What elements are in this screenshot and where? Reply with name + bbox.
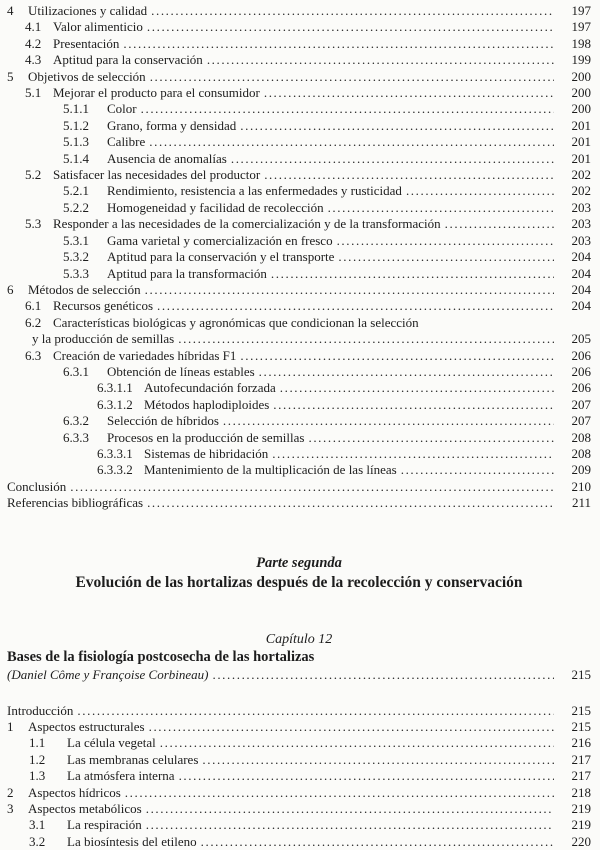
toc-entry-page: 207 <box>571 396 591 412</box>
toc-entry-title: Sistemas de hibridación <box>144 445 269 461</box>
toc-entry <box>7 52 591 68</box>
chapter-kicker: Capítulo 12 <box>265 631 333 647</box>
toc-entry-title: Objetivos de selección <box>28 68 146 84</box>
toc-entry-title: Color <box>107 101 137 117</box>
toc-entry <box>7 183 591 199</box>
toc-entry-title: Aptitud para la conservación <box>53 52 203 68</box>
toc-entry-number: 3 <box>7 801 14 817</box>
toc-entry <box>7 216 591 232</box>
toc-entry-title: Mejorar el producto para el consumidor <box>53 85 260 101</box>
toc-entry-page: 206 <box>571 363 591 379</box>
chapter-title: Bases de la fisiología postcosecha de las hortalizas <box>7 648 315 665</box>
toc-entry-page: 202 <box>571 167 591 183</box>
part-kicker: Parte segunda <box>256 554 342 571</box>
toc-entry-page: 201 <box>571 150 591 166</box>
toc-entry-page: 204 <box>571 249 591 265</box>
toc-entry-number: 5.3.2 <box>63 249 89 265</box>
dot-leader <box>264 167 554 183</box>
toc-entry-title: Aspectos estructurales <box>28 719 145 734</box>
toc-entry-title: La célula vegetal <box>67 735 156 751</box>
toc-entry <box>7 298 591 314</box>
dot-leader <box>338 249 554 265</box>
toc-entry-title: Ausencia de anomalías <box>107 150 227 166</box>
toc-entry-page: 217 <box>571 768 591 784</box>
part-title: Evolución de las hortalizas después de la recolección y conservación <box>75 573 523 591</box>
dot-leader <box>259 364 554 380</box>
toc-entry-number: 6.2 <box>25 314 42 330</box>
dot-leader <box>445 216 554 232</box>
toc-entry-title: La respiración <box>67 817 142 833</box>
dot-leader <box>231 151 554 167</box>
toc-entry-page: 203 <box>571 232 591 248</box>
toc-entry-title: Responder a las necesidades de la comercialización y de la transformación <box>53 216 441 232</box>
dot-leader <box>207 52 554 68</box>
dot-leader <box>149 719 554 735</box>
toc-entry-number: 6.1 <box>25 298 42 314</box>
toc-entry <box>7 462 591 478</box>
toc-entry-title: Rendimiento, resistencia a las enfermedades y rusticidad <box>107 183 402 199</box>
toc-entry-page: 211 <box>571 495 591 511</box>
dot-leader <box>401 462 554 478</box>
toc-entry-title: Calibre <box>107 134 146 150</box>
toc-entry <box>7 3 591 19</box>
toc-entry <box>7 69 591 85</box>
toc-entry-title: Recursos genéticos <box>53 298 154 314</box>
toc-entry <box>7 479 591 495</box>
dot-leader <box>151 3 554 19</box>
toc-entry-page: 209 <box>571 462 591 478</box>
dot-leader <box>273 397 554 413</box>
toc-entry-number: 2 <box>7 784 14 800</box>
toc-entry-title: Introducción <box>7 702 74 718</box>
toc-entry <box>7 85 591 101</box>
toc-entry-page: 208 <box>571 445 591 461</box>
dot-leader <box>178 331 554 347</box>
toc-section-bottom <box>7 703 591 850</box>
toc-entry-page: 208 <box>571 429 591 445</box>
toc-entry-page: 197 <box>571 3 591 18</box>
toc-entry <box>7 315 591 331</box>
toc-entry-number: 1.3 <box>29 768 46 784</box>
toc-entry-title: Creación de variedades híbridas F1 <box>53 347 237 363</box>
toc-entry-number: 5.2.2 <box>63 199 89 215</box>
toc-entry <box>7 817 591 833</box>
toc-entry <box>7 36 591 52</box>
toc-entry-page: 200 <box>571 68 591 84</box>
dot-leader <box>146 801 554 817</box>
toc-entry-page: 206 <box>571 347 591 363</box>
toc-entry <box>7 834 591 850</box>
toc-entry <box>7 430 591 446</box>
toc-entry <box>7 768 591 784</box>
dot-leader <box>141 101 554 117</box>
toc-entry-title: Procesos en la producción de semillas <box>107 429 305 445</box>
part-heading <box>7 554 591 593</box>
toc-entry <box>7 167 591 183</box>
toc-entry-number: 6.3.3.2 <box>97 462 133 478</box>
toc-entry-number: 6.3 <box>25 347 42 363</box>
dot-leader <box>201 834 554 850</box>
toc-entry-number: 6.3.3 <box>63 429 89 445</box>
dot-leader <box>202 752 554 768</box>
toc-entry <box>7 752 591 768</box>
toc-entry-page: 205 <box>571 331 591 347</box>
toc-entry-number: 6.3.1.2 <box>97 396 133 412</box>
dot-leader <box>271 266 554 282</box>
toc-entry-page: 200 <box>571 85 591 101</box>
toc-entry-page: 207 <box>571 413 591 429</box>
toc-entry-title: Aptitud para la transformación <box>107 265 267 281</box>
toc-entry-title: Aspectos hídricos <box>28 784 121 800</box>
dot-leader <box>212 666 554 683</box>
toc-entry-page: 219 <box>571 801 591 817</box>
toc-entry-title: Autofecundación forzada <box>144 380 276 396</box>
toc-entry <box>7 249 591 265</box>
toc-entry-title: y la producción de semillas <box>32 331 175 347</box>
toc-entry-page: 199 <box>571 52 591 68</box>
toc-entry-number: 3.1 <box>29 817 46 833</box>
toc-entry <box>7 446 591 462</box>
toc-entry-page: 203 <box>571 199 591 215</box>
toc-entry-title: Presentación <box>53 35 120 51</box>
toc-entry <box>7 151 591 167</box>
dot-leader <box>328 200 554 216</box>
dot-leader <box>160 735 554 751</box>
dot-leader <box>240 118 554 134</box>
toc-entry-title: Satisfacer las necesidades del productor <box>53 167 261 183</box>
chapter-heading <box>7 631 591 683</box>
dot-leader <box>240 348 554 364</box>
dot-leader <box>308 430 554 446</box>
toc-entry <box>7 397 591 413</box>
toc-entry-number: 5.3 <box>25 216 42 232</box>
toc-entry <box>7 200 591 216</box>
toc-entry-page: 206 <box>571 380 591 396</box>
toc-entry <box>7 364 591 380</box>
toc-entry-number: 1.1 <box>29 735 46 751</box>
dot-leader <box>179 768 554 784</box>
toc-entry-number: 5.1.1 <box>63 101 89 117</box>
toc-entry-title: Referencias bibliográficas <box>7 495 144 511</box>
toc-entry-page: 204 <box>571 265 591 281</box>
toc-entry <box>7 118 591 134</box>
toc-entry <box>7 331 591 347</box>
toc-entry-number: 4.1 <box>25 19 42 35</box>
dot-leader <box>157 298 554 314</box>
dot-leader <box>147 495 554 511</box>
toc-entry-title: Selección de híbridos <box>107 413 219 429</box>
dot-leader <box>406 183 554 199</box>
toc-entry-page: 215 <box>571 719 591 734</box>
dot-leader <box>149 134 554 150</box>
dot-leader <box>223 413 554 429</box>
dot-leader <box>150 69 554 85</box>
toc-entry-title: Características biológicas y agronómicas que condicionan la selección <box>53 314 419 330</box>
toc-entry-page: 219 <box>571 817 591 833</box>
toc-entry-number: 5.3.1 <box>63 232 89 248</box>
toc-entry <box>7 735 591 751</box>
toc-entry-title: Mantenimiento de la multiplicación de las líneas <box>144 462 397 478</box>
toc-entry <box>7 19 591 35</box>
toc-entry-number: 6.3.1.1 <box>97 380 133 396</box>
dot-leader <box>264 85 554 101</box>
chapter-authors-row <box>7 666 591 683</box>
dot-leader <box>77 703 554 719</box>
toc-entry-page: 204 <box>571 298 591 314</box>
toc-entry-page: 215 <box>571 702 591 718</box>
toc-entry-page: 210 <box>571 478 591 494</box>
toc-entry-number: 5.3.3 <box>63 265 89 281</box>
toc-entry-title: Homogeneidad y facilidad de recolección <box>107 199 324 215</box>
toc-entry <box>7 413 591 429</box>
chapter-authors: (Daniel Côme y Françoise Corbineau) <box>7 666 209 682</box>
toc-entry-number: 5.1 <box>25 85 42 101</box>
toc-entry-title: Grano, forma y densidad <box>107 117 237 133</box>
toc-entry-page: 200 <box>571 101 591 117</box>
toc-entry <box>7 703 591 719</box>
toc-entry-number: 5.1.2 <box>63 117 89 133</box>
dot-leader <box>147 19 554 35</box>
toc-entry <box>7 719 591 735</box>
toc-entry <box>7 801 591 817</box>
toc-entry <box>7 282 591 298</box>
dot-leader <box>280 380 554 396</box>
toc-entry-number: 6 <box>7 281 14 297</box>
toc-entry-page: 197 <box>571 19 591 35</box>
dot-leader <box>337 233 554 249</box>
toc-entry-number: 5.2 <box>25 167 42 183</box>
toc-entry-title: Métodos haplodiploides <box>144 396 270 412</box>
toc-entry-number: 4.3 <box>25 52 42 68</box>
toc-entry-page: 201 <box>571 134 591 150</box>
toc-entry-title: Métodos de selección <box>28 281 141 297</box>
dot-leader <box>123 36 554 52</box>
toc-entry-title: Conclusión <box>7 478 67 494</box>
toc-entry <box>7 380 591 396</box>
toc-entry-number: 6.3.1 <box>63 363 89 379</box>
toc-entry-title: Gama varietal y comercialización en fresco <box>107 232 333 248</box>
toc-entry-page: 202 <box>571 183 591 199</box>
dot-leader <box>70 479 554 495</box>
toc-entry-number: 3.2 <box>29 833 46 849</box>
toc-entry-number: 5.1.4 <box>63 150 89 166</box>
toc-entry <box>7 266 591 282</box>
toc-entry-number: 1.2 <box>29 751 46 767</box>
toc-entry-number: 4 <box>7 3 14 18</box>
toc-entry-number: 5.1.3 <box>63 134 89 150</box>
toc-entry-page: 218 <box>571 784 591 800</box>
dot-leader <box>146 817 554 833</box>
toc-entry <box>7 101 591 117</box>
toc-entry-title: Valor alimenticio <box>53 19 143 35</box>
toc-entry-title: Utilizaciones y calidad <box>28 3 148 18</box>
toc-entry-title: Obtención de líneas estables <box>107 363 255 379</box>
toc-entry-page: 201 <box>571 117 591 133</box>
toc-entry-title: Aptitud para la conservación y el transporte <box>107 249 335 265</box>
toc-section-top <box>7 3 591 512</box>
toc-entry <box>7 785 591 801</box>
toc-entry-title: La atmósfera interna <box>67 768 175 784</box>
toc-entry-title: Las membranas celulares <box>67 751 199 767</box>
dot-leader <box>125 785 554 801</box>
toc-entry <box>7 134 591 150</box>
toc-entry-number: 1 <box>7 719 14 734</box>
chapter-page-number: 215 <box>571 666 591 682</box>
toc-entry <box>7 495 591 511</box>
toc-entry <box>7 348 591 364</box>
toc-entry-page: 220 <box>571 833 591 849</box>
toc-entry-number: 5.2.1 <box>63 183 89 199</box>
toc-entry-page: 198 <box>571 35 591 51</box>
toc-entry-number: 4.2 <box>25 35 42 51</box>
toc-entry-page: 216 <box>571 735 591 751</box>
toc-entry-page: 203 <box>571 216 591 232</box>
toc-entry-number: 6.3.3.1 <box>97 445 133 461</box>
dot-leader <box>272 446 554 462</box>
toc-entry-title: Aspectos metabólicos <box>28 801 142 817</box>
toc-entry-number: 5 <box>7 68 14 84</box>
dot-leader <box>145 282 554 298</box>
toc-entry-page: 217 <box>571 751 591 767</box>
toc-entry <box>7 233 591 249</box>
toc-entry-page: 204 <box>571 281 591 297</box>
toc-entry-number: 6.3.2 <box>63 413 89 429</box>
toc-entry-title: La biosíntesis del etileno <box>67 833 197 849</box>
